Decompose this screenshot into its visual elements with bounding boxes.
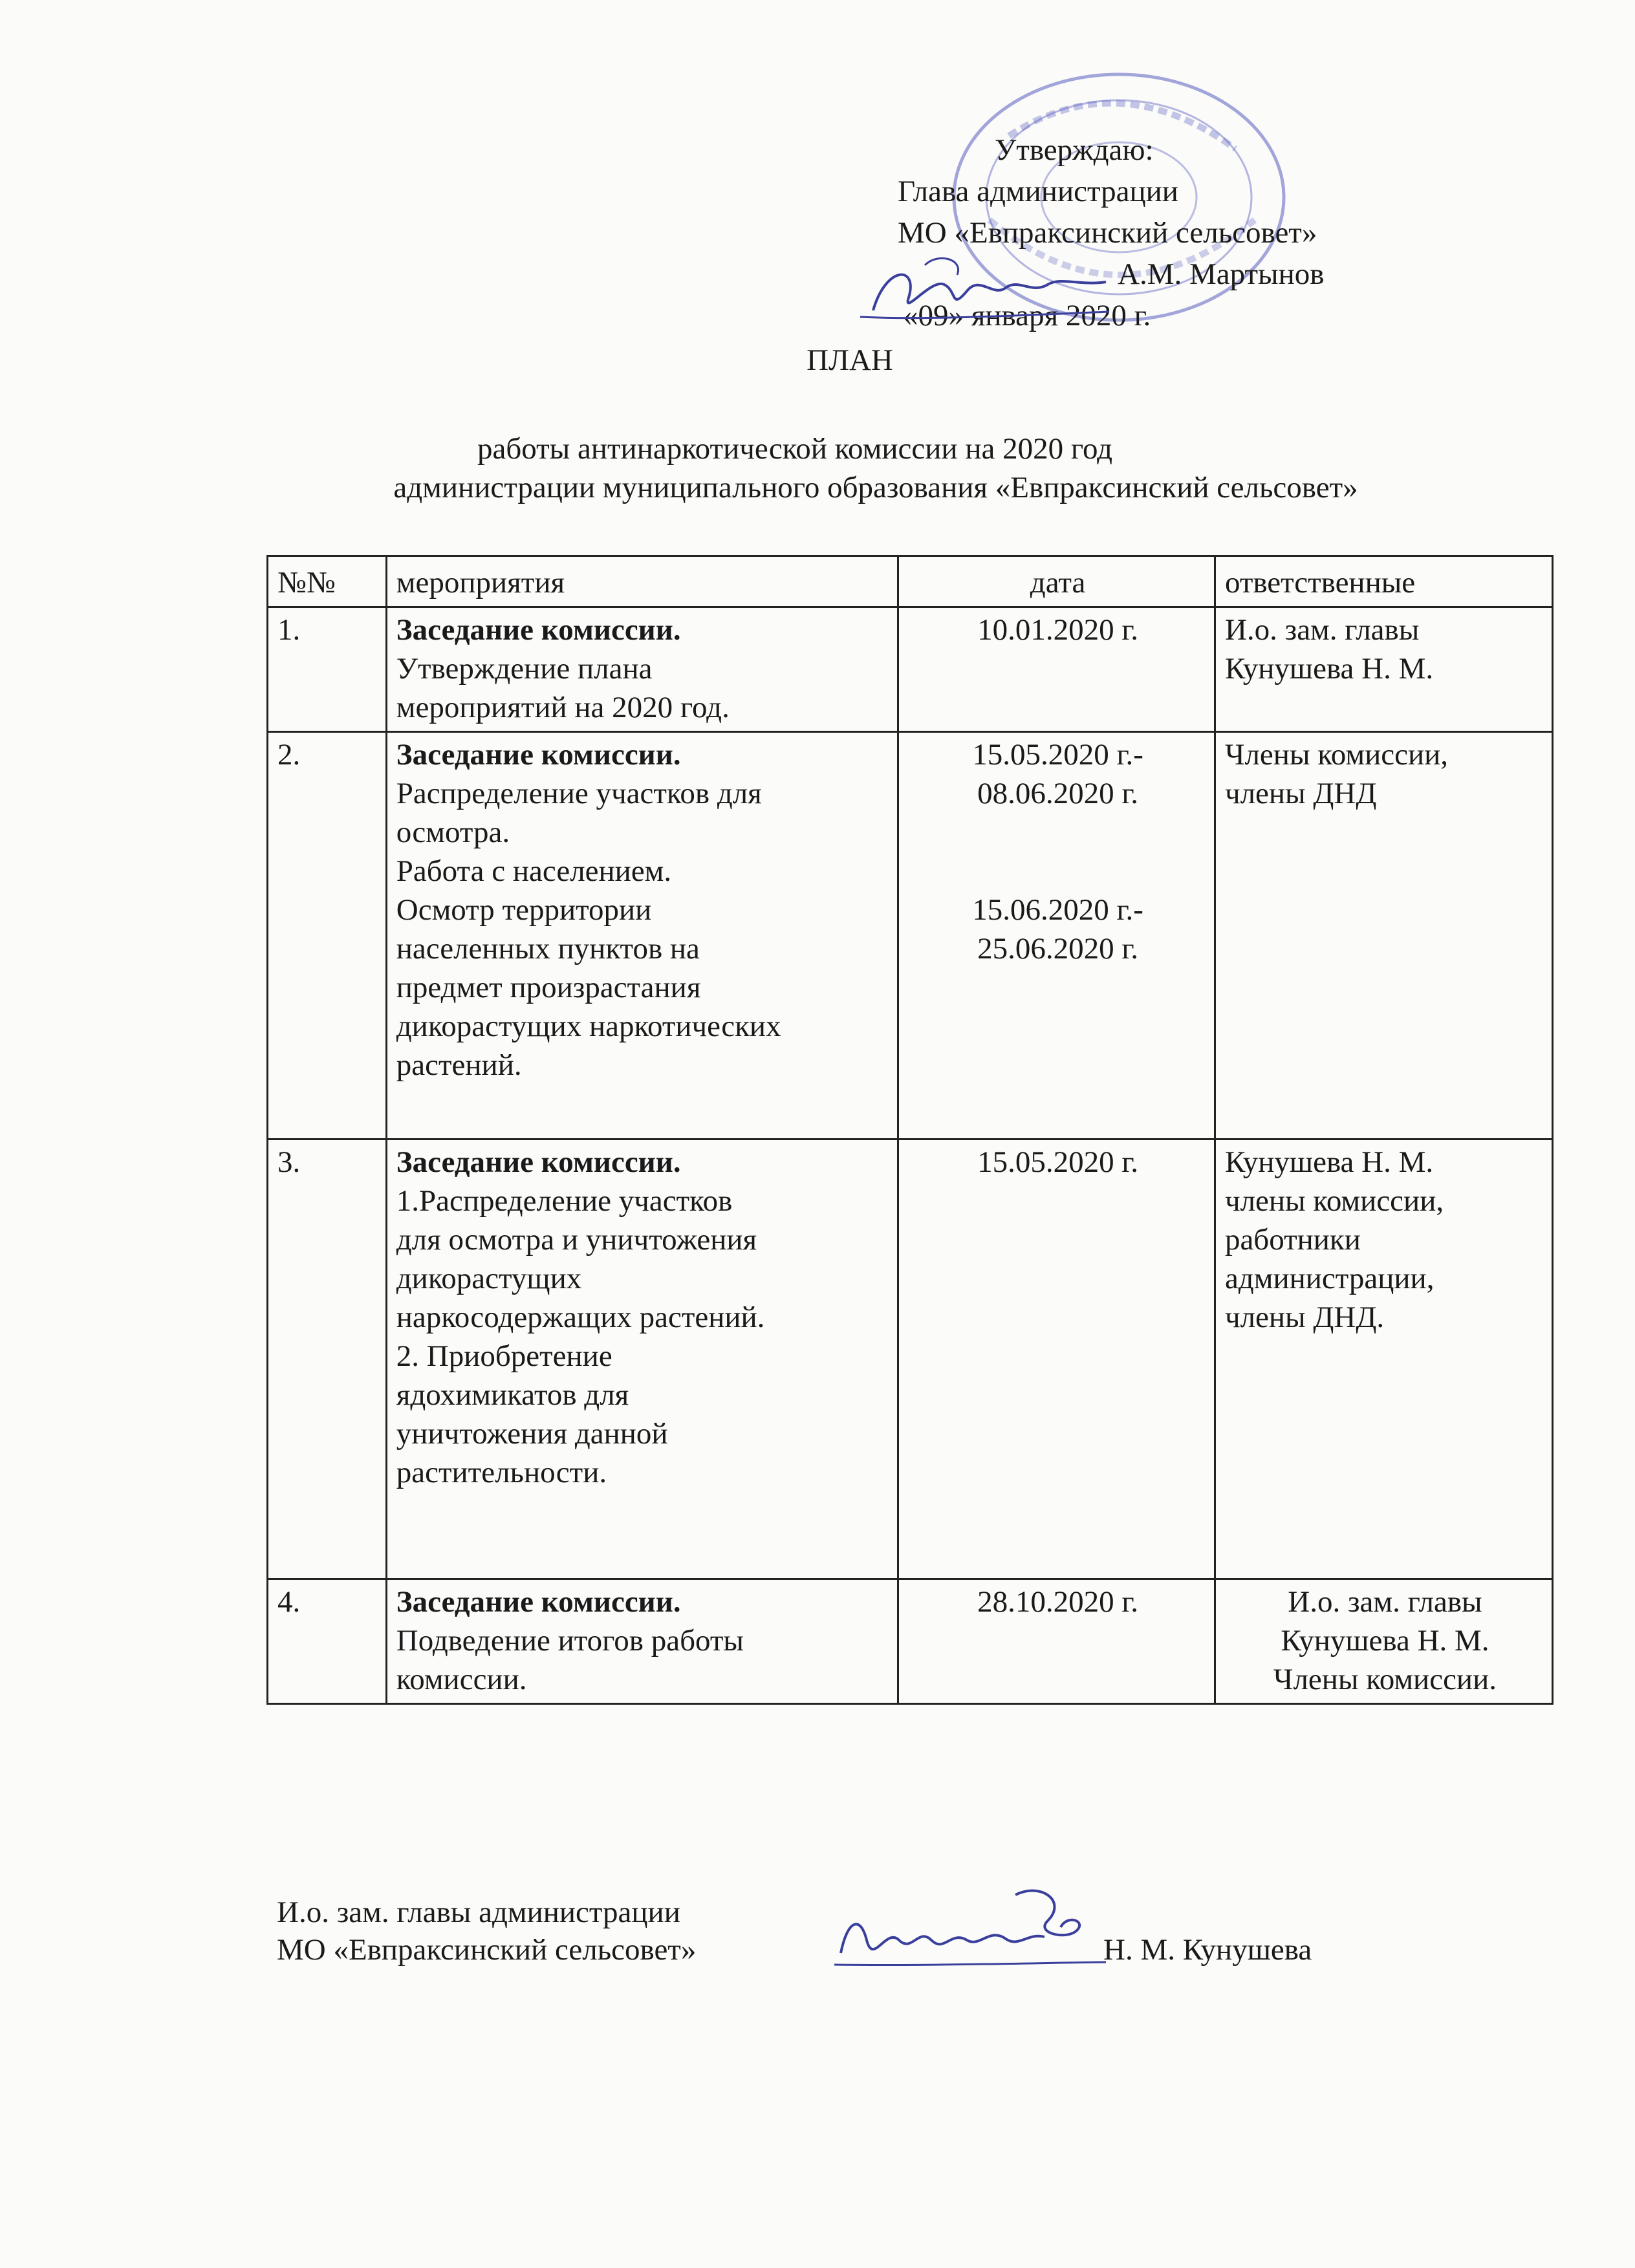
approval-date: «09» января 2020 г. bbox=[903, 299, 1151, 332]
activity-line: растительности. bbox=[396, 1456, 607, 1489]
header-responsible: ответственные bbox=[1215, 556, 1552, 607]
head-signature bbox=[847, 239, 1119, 336]
activity-line: предмет произрастания bbox=[396, 971, 701, 1004]
activity-line: 1.Распределение участков bbox=[396, 1184, 733, 1218]
activity-line: растений. bbox=[396, 1048, 522, 1082]
header-number: №№ bbox=[268, 556, 387, 607]
responsible-line: Члены комиссии. bbox=[1273, 1663, 1497, 1696]
activity-title: Заседание комиссии. bbox=[396, 1145, 681, 1179]
date-line: 15.05.2020 г.- bbox=[972, 738, 1143, 772]
activity-line: Распределение участков для bbox=[396, 777, 762, 810]
subtitle-line-1: работы антинаркотической комиссии на 2020 год bbox=[477, 432, 1113, 466]
activity-line: Работа с населением. bbox=[396, 854, 672, 888]
activity-line: Подведение итогов работы bbox=[396, 1624, 744, 1658]
row-responsible bbox=[1215, 607, 1552, 732]
row-activity bbox=[386, 607, 898, 732]
activity-line: мероприятий на 2020 год. bbox=[396, 691, 730, 724]
row-responsible bbox=[1215, 1579, 1552, 1704]
row-date bbox=[898, 607, 1215, 732]
document-subtitle bbox=[0, 429, 1635, 507]
activity-title: Заседание комиссии. bbox=[396, 738, 681, 772]
table-row bbox=[268, 732, 1553, 1139]
approval-organization: МО «Евпраксинский сельсовет» bbox=[898, 216, 1317, 250]
approval-position: Глава администрации bbox=[898, 175, 1178, 208]
row-number: 1. bbox=[268, 607, 387, 732]
responsible-line: Кунушева Н. М. bbox=[1224, 1145, 1434, 1179]
activity-title: Заседание комиссии. bbox=[396, 1585, 681, 1619]
activity-line: 2. Приобретение bbox=[396, 1339, 612, 1373]
approval-name: А.М. Мартынов bbox=[1118, 257, 1325, 291]
responsible-line: администрации, bbox=[1224, 1262, 1435, 1295]
row-responsible bbox=[1215, 732, 1552, 1139]
activity-line: дикорастущих наркотических bbox=[396, 1010, 781, 1043]
row-activity bbox=[386, 1139, 898, 1579]
activity-line: ядохимикатов для bbox=[396, 1378, 629, 1412]
table-row bbox=[268, 1139, 1553, 1579]
subtitle-line-2: администрации муниципального образования «Евпраксинский сельсовет» bbox=[393, 471, 1358, 504]
table-row bbox=[268, 1579, 1553, 1704]
activity-line: осмотра. bbox=[396, 815, 510, 849]
deputy-signature bbox=[821, 1875, 1112, 1979]
responsible-line: Кунушева Н. М. bbox=[1281, 1624, 1489, 1658]
date-line: 08.06.2020 г. bbox=[977, 777, 1139, 810]
responsible-line: Кунушева Н. М. bbox=[1224, 652, 1434, 686]
activity-line: уничтожения данной bbox=[396, 1417, 668, 1451]
activity-line: Утверждение плана bbox=[396, 652, 653, 686]
responsible-line: члены ДНД bbox=[1224, 777, 1377, 810]
row-activity bbox=[386, 732, 898, 1139]
row-date bbox=[898, 1579, 1215, 1704]
responsible-line: члены комиссии, bbox=[1224, 1184, 1444, 1218]
footer-signature-block bbox=[277, 1894, 1312, 1969]
document-title: ПЛАН bbox=[807, 343, 893, 377]
header-date: дата bbox=[898, 556, 1215, 607]
responsible-line: И.о. зам. главы bbox=[1224, 613, 1420, 647]
date-line: 25.06.2020 г. bbox=[977, 932, 1139, 966]
footer-name: Н. М. Кунушева bbox=[1103, 1933, 1312, 1967]
date-line: 15.05.2020 г. bbox=[977, 1145, 1139, 1179]
responsible-line: Члены комиссии, bbox=[1224, 738, 1449, 772]
date-line: 28.10.2020 г. bbox=[977, 1585, 1139, 1619]
table-header-row bbox=[268, 556, 1553, 607]
responsible-line: работники bbox=[1224, 1223, 1361, 1257]
plan-table bbox=[266, 555, 1554, 1705]
date-line: 10.01.2020 г. bbox=[977, 613, 1139, 647]
activity-title: Заседание комиссии. bbox=[396, 613, 681, 647]
row-activity bbox=[386, 1579, 898, 1704]
row-date bbox=[898, 1139, 1215, 1579]
row-responsible bbox=[1215, 1139, 1552, 1579]
responsible-line: члены ДНД. bbox=[1224, 1301, 1385, 1334]
activity-line: дикорастущих bbox=[396, 1262, 582, 1295]
activity-line: комиссии. bbox=[396, 1663, 527, 1696]
header-activity: мероприятия bbox=[386, 556, 898, 607]
table-row bbox=[268, 607, 1553, 732]
row-number: 4. bbox=[268, 1579, 387, 1704]
responsible-line: И.о. зам. главы bbox=[1288, 1585, 1482, 1619]
activity-line: для осмотра и уничтожения bbox=[396, 1223, 757, 1257]
row-number: 3. bbox=[268, 1139, 387, 1579]
footer-position: И.о. зам. главы администрации bbox=[277, 1895, 680, 1929]
approval-label: Утверждаю: bbox=[995, 133, 1154, 167]
date-gap bbox=[908, 813, 1207, 891]
activity-line: населенных пунктов на bbox=[396, 932, 700, 966]
footer-organization: МО «Евпраксинский сельсовет» bbox=[277, 1933, 697, 1967]
activity-line: Осмотр территории bbox=[396, 893, 652, 927]
date-line: 15.06.2020 г.- bbox=[972, 893, 1143, 927]
row-number: 2. bbox=[268, 732, 387, 1139]
row-date bbox=[898, 732, 1215, 1139]
activity-line: наркосодержащих растений. bbox=[396, 1301, 765, 1334]
